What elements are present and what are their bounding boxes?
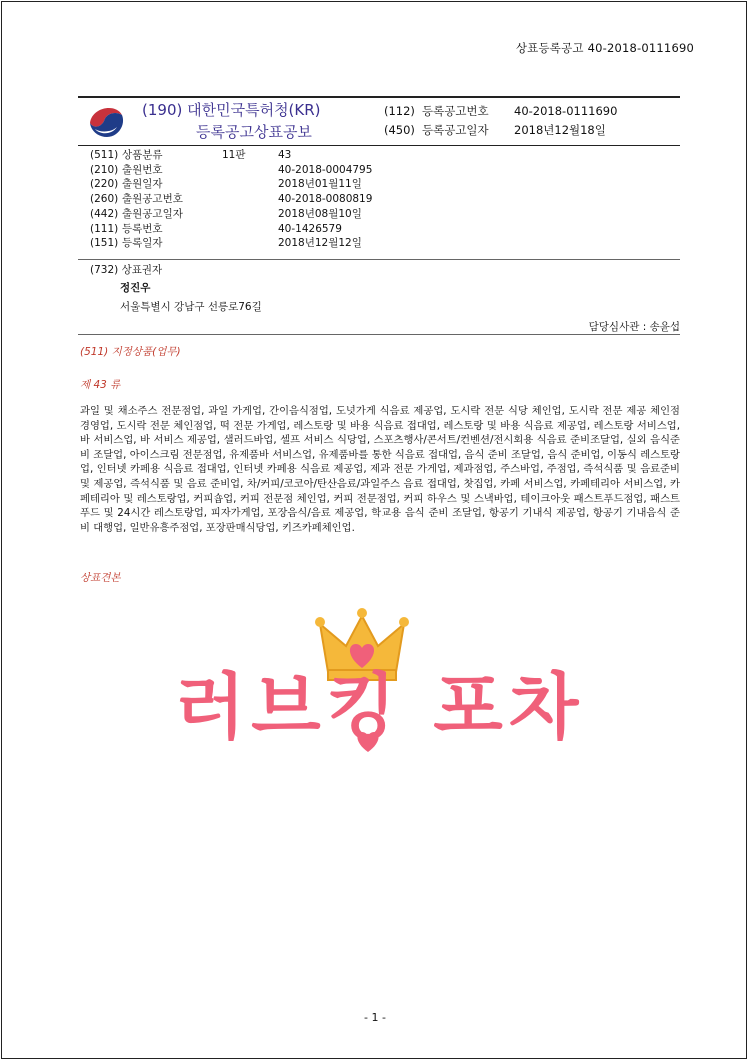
meta-edition — [222, 177, 278, 192]
meta-label: 등록번호 — [122, 222, 163, 235]
meta-label: 등록일자 — [122, 237, 163, 250]
section-divider — [78, 259, 680, 260]
meta-code: (260) — [90, 193, 119, 206]
examiner: 담당심사관 : 송윤섭 — [588, 321, 680, 333]
designated-goods-heading: (511) 지정상품(업무) — [80, 346, 181, 358]
meta-row — [90, 163, 372, 178]
meta-value: 2018년12월12일 — [278, 237, 362, 250]
page-number: - 1 - — [364, 1011, 386, 1024]
goods-list: 과일 및 채소주스 전문점업, 과일 가게업, 간이음식점업, 도넛가게 식음료 제공업, 도시락 전문 식당 체인업, 도시락 전문 제공 체인점 경영업, 도시락 전문 체인점업, 떡 전문 가게업, 레스토랑 및 바용 식음료 접대업, 레스토랑 및 바용 식음료 제공업, 레스토랑 서비스업, 바 서비스업, 바 서비스 제공업, 샐러드바업, 셀프 서비스 식당업, 스포츠행사/콘서트/컨벤션/전시회용 식음료 준비조달업, 실외 음식준비 조달업, 아이스크림 전문점업, 유제품바 서비스업, 유제품바를 통한 식음료 접대업, 음식 준비 조달업, 음식 준비업, 이동식 레스토랑업, 인터넷 카페용 식음료 접대업, 인터넷 카페용 식음료 제공업, 제과 전문 가게업, 제과점업, 주스바업, 주점업, 즉석식품 및 음료준비 및 제공업, 즉석식품 및 음료 준비업, 차/커피/코코아/탄산음료/과일주스 음료 접대업, 찻집업, 카페 서비스업, 카페테리아 서비스업, 카페테리아 및 레스토랑업, 커피숍업, 커피 전문점 체인업, 커피 전문점업, 커피 하우스 및 스낵바업, 테이크아웃 패스트푸드점업, 패스트푸드 및 24시간 레스토랑업, 피자가게업, 포장음식/음료 제공업, 학교용 음식 준비 조달업, 항공기 기내식 제공업, 항공기 기내음식 준비 대행업, 일반유흥주점업, 포장판매식당업, 키즈카페체인업. — [80, 405, 680, 534]
meta-edition — [222, 236, 278, 251]
meta-value: 40-2018-0080819 — [278, 193, 373, 206]
pub-date-row — [384, 121, 617, 140]
meta-edition — [222, 207, 278, 222]
meta-code: (442) — [90, 207, 119, 220]
header-rule-bottom — [78, 145, 680, 146]
meta-value: 40-1426579 — [278, 222, 342, 235]
meta-label: 출원공고일자 — [122, 207, 183, 220]
trademark-text: 러브킹 포차 — [175, 665, 585, 749]
meta-label: 출원번호 — [122, 163, 163, 176]
meta-edition — [222, 163, 278, 178]
pub-date-label: 등록공고일자 — [422, 123, 489, 137]
header-code: (190) — [142, 101, 183, 119]
meta-code: (210) — [90, 163, 119, 176]
gazette-title: 등록공고상표공보 — [196, 123, 312, 141]
holder-label: (732) 상표권자 — [90, 264, 163, 276]
holder-address: 서울특별시 강남구 선릉로76길 — [120, 301, 262, 313]
meta-row — [90, 222, 372, 237]
class-heading: 제 43 류 — [80, 379, 121, 391]
meta-code: (111) — [90, 222, 119, 235]
holder-name: 정진우 — [120, 282, 151, 294]
pub-date-code: (450) — [384, 123, 415, 137]
meta-row — [90, 148, 372, 163]
meta-row — [90, 177, 372, 192]
meta-edition — [222, 192, 278, 207]
meta-label: 출원일자 — [122, 178, 163, 191]
meta-value: 2018년08월10일 — [278, 207, 362, 220]
pub-date-value: 2018년12월18일 — [514, 123, 606, 137]
header-publication-info — [384, 102, 617, 140]
meta-row — [90, 236, 372, 251]
meta-code: (151) — [90, 237, 119, 250]
meta-value: 40-2018-0004795 — [278, 163, 373, 176]
pub-number-value: 40-2018-0111690 — [514, 104, 618, 118]
publication-reference: 상표등록공고 40-2018-0111690 — [515, 41, 694, 55]
bibliographic-data — [90, 148, 372, 251]
office-name: 대한민국특허청(KR) — [187, 101, 321, 119]
meta-value: 43 — [278, 149, 292, 161]
meta-edition — [222, 222, 278, 237]
trademark-sample-heading: 상표견본 — [80, 572, 121, 584]
meta-row — [90, 192, 372, 207]
meta-edition: 11판 — [222, 149, 246, 161]
section-divider — [78, 334, 680, 335]
government-emblem-icon — [86, 99, 128, 141]
meta-label: 출원공고번호 — [122, 193, 183, 206]
meta-code: (220) — [90, 178, 119, 191]
pub-number-row — [384, 102, 617, 121]
meta-value: 2018년01월11일 — [278, 178, 362, 191]
meta-label: 상품분류 — [122, 149, 163, 161]
header-office — [142, 100, 321, 142]
pub-number-label: 등록공고번호 — [422, 104, 489, 118]
pub-number-code: (112) — [384, 104, 415, 118]
header-rule-top — [78, 96, 680, 98]
meta-row — [90, 207, 372, 222]
meta-code: (511) — [90, 149, 119, 161]
trademark-logo — [150, 600, 610, 765]
